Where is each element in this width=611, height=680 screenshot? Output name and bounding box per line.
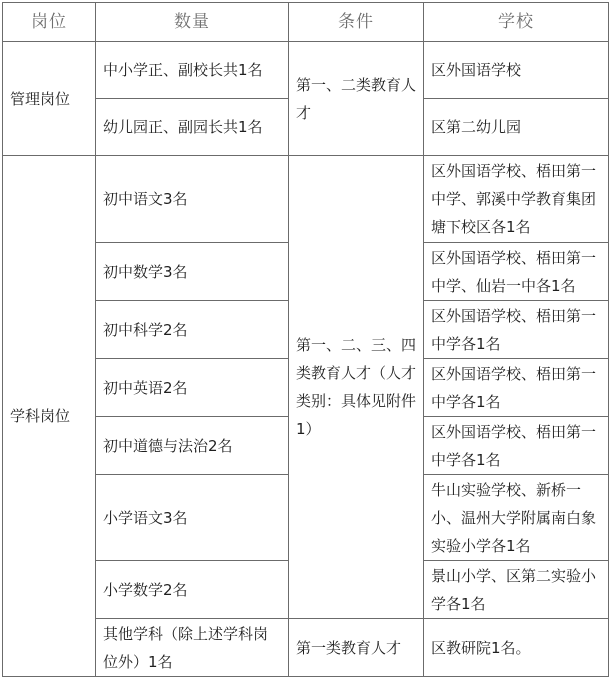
header-position: 岗位 <box>3 3 96 42</box>
school-cell: 区教研院1名。 <box>424 619 609 677</box>
quantity-cell: 中小学正、副校长共1名 <box>96 42 289 99</box>
quantity-cell: 初中科学2名 <box>96 301 289 359</box>
school-cell: 区第二幼儿园 <box>424 99 609 156</box>
table-header-row <box>3 3 609 42</box>
school-cell: 区外国语学校、梧田第一中学、仙岩一中各1名 <box>424 243 609 301</box>
conditions-cell: 第一、二类教育人才 <box>289 42 424 156</box>
category-cell-subject: 学科岗位 <box>3 156 96 677</box>
quantity-cell: 初中数学3名 <box>96 243 289 301</box>
school-cell: 区外国语学校、梧田第一中学各1名 <box>424 359 609 417</box>
conditions-cell: 第一类教育人才 <box>289 619 424 677</box>
school-cell: 区外国语学校、梧田第一中学、郭溪中学教育集团塘下校区各1名 <box>424 156 609 243</box>
table-row <box>3 156 609 243</box>
quantity-cell: 其他学科（除上述学科岗位外）1名 <box>96 619 289 677</box>
table-row <box>3 42 609 99</box>
quantity-cell: 初中英语2名 <box>96 359 289 417</box>
school-cell: 区外国语学校、梧田第一中学各1名 <box>424 301 609 359</box>
category-cell-management: 管理岗位 <box>3 42 96 156</box>
header-conditions: 条件 <box>289 3 424 42</box>
recruitment-table <box>2 2 609 677</box>
conditions-cell: 第一、二、三、四类教育人才（人才类别：具体见附件1） <box>289 156 424 619</box>
school-cell: 景山小学、区第二实验小学各1名 <box>424 561 609 619</box>
header-quantity: 数量 <box>96 3 289 42</box>
school-cell: 区外国语学校、梧田第一中学各1名 <box>424 417 609 475</box>
quantity-cell: 幼儿园正、副园长共1名 <box>96 99 289 156</box>
school-cell: 牛山实验学校、新桥一小、温州大学附属南白象实验小学各1名 <box>424 475 609 561</box>
header-school: 学校 <box>424 3 609 42</box>
quantity-cell: 初中语文3名 <box>96 156 289 243</box>
quantity-cell: 初中道德与法治2名 <box>96 417 289 475</box>
school-cell: 区外国语学校 <box>424 42 609 99</box>
quantity-cell: 小学语文3名 <box>96 475 289 561</box>
quantity-cell: 小学数学2名 <box>96 561 289 619</box>
